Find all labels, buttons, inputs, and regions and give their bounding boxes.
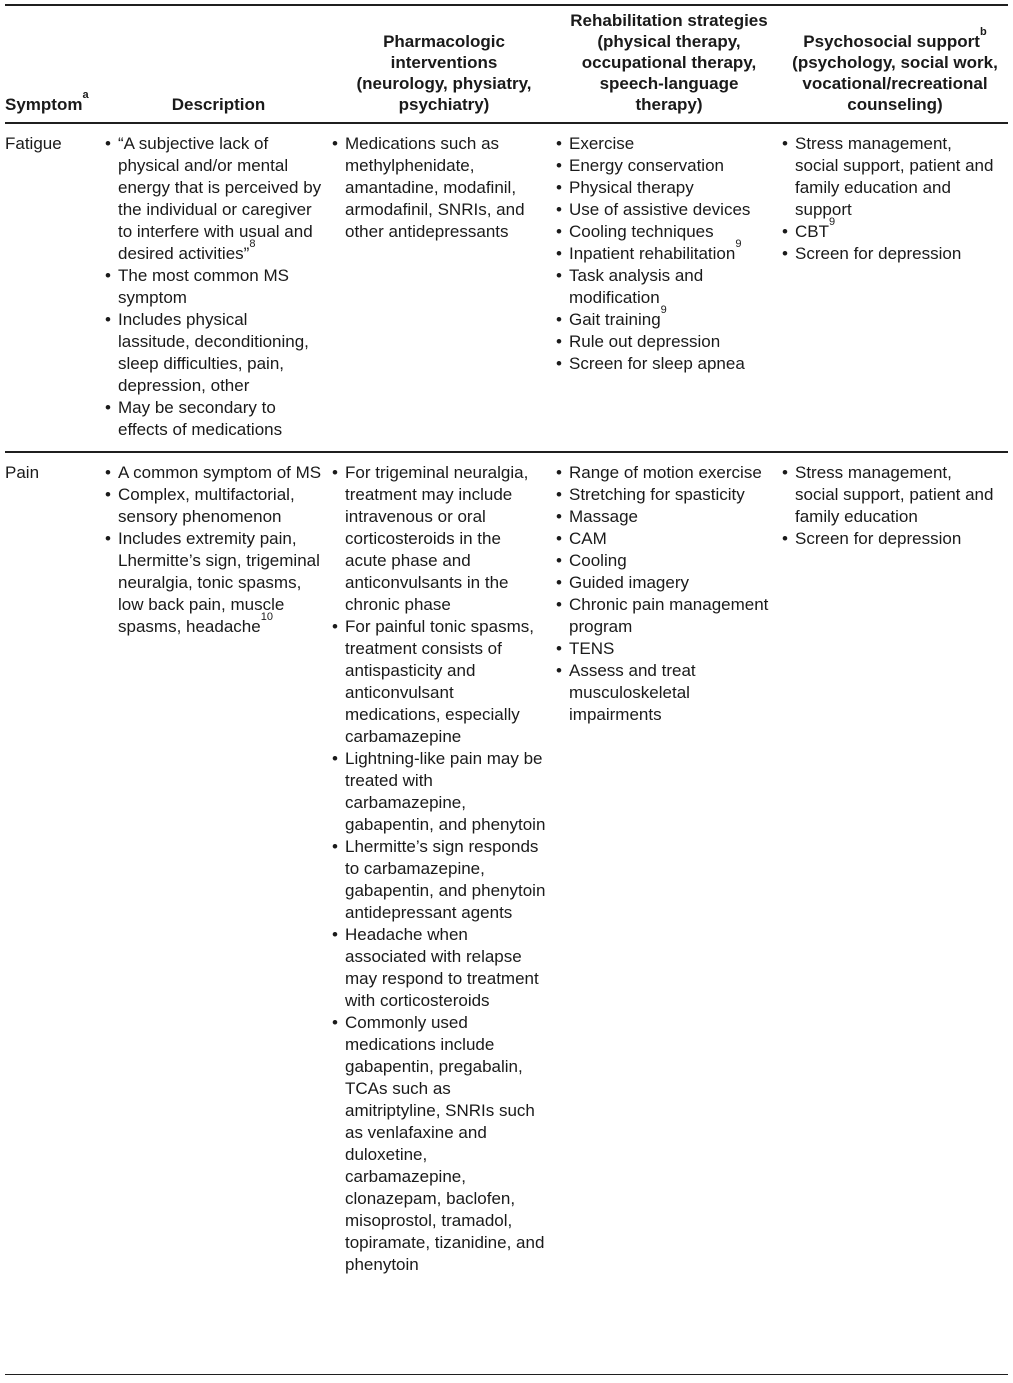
bullet-item: • The most common MS symptom: [105, 265, 322, 309]
table-bottom-rule: [5, 1374, 1008, 1375]
reference-superscript: 9: [660, 304, 667, 317]
bullet-item: • Screen for depression: [782, 528, 998, 550]
bullet-list: [782, 462, 998, 550]
table-header-row: [5, 6, 1008, 122]
bullet-item: • Assess and treat musculoskeletal impairments: [556, 660, 772, 726]
bullet-item: • Screen for sleep apnea: [556, 353, 772, 375]
symptom-cell: Fatigue: [5, 134, 62, 153]
column-header-pharmacologic: [332, 31, 556, 115]
column-header-psychosocial-sub: (psychology, social work, vocational/recreational counseling): [792, 53, 998, 114]
column-header-rehabilitation-label: Rehabilitation strategies: [570, 11, 768, 30]
bullet-item: • Includes physical lassitude, deconditioning, sleep difficulties, pain, depression, other: [105, 309, 322, 397]
column-header-pharmacologic-sub: (neurology, physiatry, psychiatry): [356, 74, 532, 114]
column-header-description: [105, 94, 332, 115]
bullet-item: • Cooling: [556, 550, 772, 572]
table-cell: [556, 124, 782, 451]
bullet-item: • For painful tonic spasms, treatment consists of antispasticity and anticonvulsant medications, especially carbamazepine: [332, 616, 546, 748]
bullet-item: • Commonly used medications include gabapentin, pregabalin, TCAs such as amitriptyline, SNRIs such as venlafaxine and duloxetine, carbamazepine, clonazepam, baclofen, misoprostol, tramadol, topiramate, tizanidine, and phenytoin: [332, 1012, 546, 1276]
table-cell: [782, 453, 1008, 1286]
bullet-item: • Physical therapy: [556, 177, 772, 199]
symptom-cell: Pain: [5, 463, 40, 482]
bullet-item: • Cooling techniques: [556, 221, 772, 243]
bullet-item: • Screen for depression: [782, 243, 998, 265]
bullet-item: • Massage: [556, 506, 772, 528]
column-header-description-label: Description: [171, 95, 266, 114]
bullet-item: • For trigeminal neuralgia, treatment may include intravenous or oral corticosteroids in the acute phase and anticonvulsants in the chronic phase: [332, 462, 546, 616]
bullet-list: [556, 462, 772, 726]
bullet-list: [105, 133, 322, 441]
bullet-item: • Lightning-like pain may be treated with carbamazepine, gabapentin, and phenytoin: [332, 748, 546, 836]
footnote-marker-a: a: [82, 89, 89, 102]
bullet-item: • Gait training$^9$: [556, 309, 772, 331]
reference-superscript: 8: [249, 238, 256, 251]
bullet-item: • Chronic pain management program: [556, 594, 772, 638]
bullet-item: • CAM: [556, 528, 772, 550]
column-header-psychosocial-label: Psychosocial support: [803, 32, 980, 51]
bullet-item: • Stretching for spasticity: [556, 484, 772, 506]
bullet-item: • Includes extremity pain, Lhermitte’s sign, trigeminal neuralgia, tonic spasms, low back pain, muscle spasms, headache$^{10}$: [105, 528, 322, 638]
reference-superscript: 9: [829, 216, 836, 229]
bullet-item: • “A subjective lack of physical and/or mental energy that is perceived by the individual or caregiver to interfere with usual and desired activities”$^8$: [105, 133, 322, 265]
bullet-item: • Guided imagery: [556, 572, 772, 594]
bullet-item: • May be secondary to effects of medications: [105, 397, 322, 441]
column-header-symptom-label: Symptom: [5, 95, 83, 114]
column-header-psychosocial: [782, 26, 1008, 115]
bullet-item: • Range of motion exercise: [556, 462, 772, 484]
column-header-symptom: [5, 89, 105, 115]
bullet-item: • Headache when associated with relapse may respond to treatment with corticosteroids: [332, 924, 546, 1012]
bullet-item: • Inpatient rehabilitation$^9$: [556, 243, 772, 265]
bullet-list: [332, 133, 546, 243]
bullet-list: [782, 133, 998, 265]
bullet-item: • Stress management, social support, patient and family education and support: [782, 133, 998, 221]
column-header-pharmacologic-label: Pharmacologic interventions: [383, 32, 505, 72]
bullet-item: • TENS: [556, 638, 772, 660]
footnote-marker-b: b: [979, 26, 987, 39]
column-header-rehabilitation: [556, 10, 782, 115]
table-cell: [105, 453, 332, 1286]
bullet-item: • Stress management, social support, patient and family education: [782, 462, 998, 528]
table-cell: [332, 124, 556, 451]
reference-superscript: 9: [735, 238, 742, 251]
column-header-rehabilitation-sub: (physical therapy, occupational therapy, speech-language therapy): [581, 32, 757, 114]
table-cell: [332, 453, 556, 1286]
bullet-list: [105, 462, 322, 638]
bullet-item: • Rule out depression: [556, 331, 772, 353]
bullet-item: • Medications such as methylphenidate, amantadine, modafinil, armodafinil, SNRIs, and other antidepressants: [332, 133, 546, 243]
table-cell: [556, 453, 782, 1286]
table-row-pain: [5, 453, 1008, 1286]
bullet-list: [332, 462, 546, 1276]
bullet-item: • A common symptom of MS: [105, 462, 322, 484]
table-row-fatigue: [5, 124, 1008, 451]
bullet-item: • Task analysis and modification: [556, 265, 772, 309]
table-cell: [105, 124, 332, 451]
bullet-item: • Use of assistive devices: [556, 199, 772, 221]
reference-superscript: 10: [260, 611, 273, 624]
bullet-item: • Lhermitte’s sign responds to carbamazepine, gabapentin, and phenytoin antidepressant agents: [332, 836, 546, 924]
table-cell: [782, 124, 1008, 451]
bullet-item: • CBT$^9$: [782, 221, 998, 243]
bullet-list: [556, 133, 772, 375]
bullet-item: • Complex, multifactorial, sensory phenomenon: [105, 484, 322, 528]
table-body: [5, 124, 1008, 1286]
bullet-item: • Exercise: [556, 133, 772, 155]
bullet-item: • Energy conservation: [556, 155, 772, 177]
